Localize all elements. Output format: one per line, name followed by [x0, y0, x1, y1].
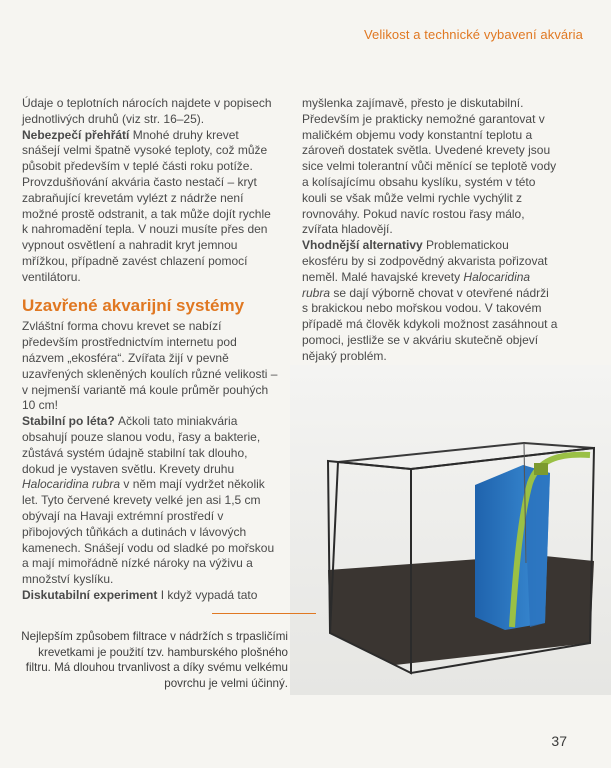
lead-overheating: Nebezpečí přehřátí [22, 127, 130, 142]
species-name: Halocaridina rubra [302, 269, 531, 300]
paragraph-experiment [22, 588, 278, 604]
text-overheating: Mnohé druhy krevet snášejí velmi špatně vysoké teploty, což může působit především v teplé části roku potíže. Provzdušňování akvária často nestačí – kryt zabraňující krevetám vylézt z nádrže není možné prostě odstranit, a tak může dojít rychle k nahromadění tepla. V nouzi musíte přes den vypnout osvětlení a nahradit kryt jemnou mřížkou, případně zavést chlazení pomocí ventilátoru. [22, 127, 271, 284]
aquarium-photo [290, 365, 611, 695]
page-number: 37 [551, 733, 567, 749]
paragraph-ecosphere: Zvláštní forma chovu krevet se nabízí především prostřednictvím internetu pod názvem „ekosféra“. Zvířata žijí v pevně uzavřených skleněných koulích různé velikosti – v nejmenší variantě má koule průměr pouhých 10 cm! [22, 319, 278, 413]
text-experiment: I když vypadá tato [157, 587, 258, 602]
paragraph-alternatives [302, 238, 558, 364]
text-stable-b: v něm mají vydržet několik let. Tyto červené krevety velké jen asi 1,5 cm obývají na Havaji extrémní prostředí v přibojových tůňkách a dutinách v lávových kamenech. Snášejí vodu od sladké po mořskou a mají mimořádně nízké nároky na výživu a množství kyslíku. [22, 477, 275, 587]
right-column [302, 96, 558, 365]
species-name: Halocaridina rubra [22, 477, 121, 492]
caption-rule [212, 613, 316, 614]
paragraph-temperature-ref: Údaje o teplotních nárocích najdete v popisech jednotlivých druhů (viz str. 16–25). [22, 96, 272, 126]
left-column [22, 96, 278, 604]
paragraph-debatable: myšlenka zajímavě, přesto je diskutabilní. Především je prakticky nemožné garantovat v maličkém objemu vody konstantní teplotu a zároveň dostatek světla. Uvedené krevety jsou sice velmi tolerantní vůči měnící se teplotě vody a kolísajícímu obsahu kyslíku, systém v této kouli se však může velmi rychle vychýlit z rovnováhy. Pokud navíc rostou řasy málo, zvířata hladovějí. [302, 96, 557, 237]
lead-experiment: Diskutabilní experiment [22, 587, 158, 602]
paragraph-stable [22, 414, 278, 588]
text-alternatives-b: se dají výborně chovat v otevřené nádrži s brakickou nebo mořskou vodou. V takovém případě má člověk kdykoli možnost zasáhnout a pomoci, jestliže se v akváriu skutečně objeví nějaký problém. [302, 285, 558, 363]
paragraph-overheating [22, 128, 278, 286]
text-stable-a: Ačkoli tato miniakvária obsahují pouze slanou vodu, řasy a bakterie, zůstává systém údajně stabilní tak dlouho, dokud je vystaven světlu. Krevety druhu [22, 414, 261, 476]
section-heading-closed-systems: Uzavřené akvarijní systémy [22, 295, 245, 315]
lead-alternatives: Vhodnější alternativy [302, 238, 423, 253]
running-header: Velikost a technické vybavení akvária [363, 27, 583, 42]
photo-caption: Nejlepším způsobem filtrace v nádržích s trpasličími krevetkami je použití tzv. hamburského plošného filtru. Má dlouhou trvanlivost a díky svému velkému povrchu je velmi účinný. [21, 630, 288, 690]
lead-stable: Stabilní po létа? [22, 414, 115, 429]
text-alternatives-a: Problematickou ekosféru by si zodpovědný akvarista pořizovat neměl. Malé havajské krevety [302, 238, 548, 284]
